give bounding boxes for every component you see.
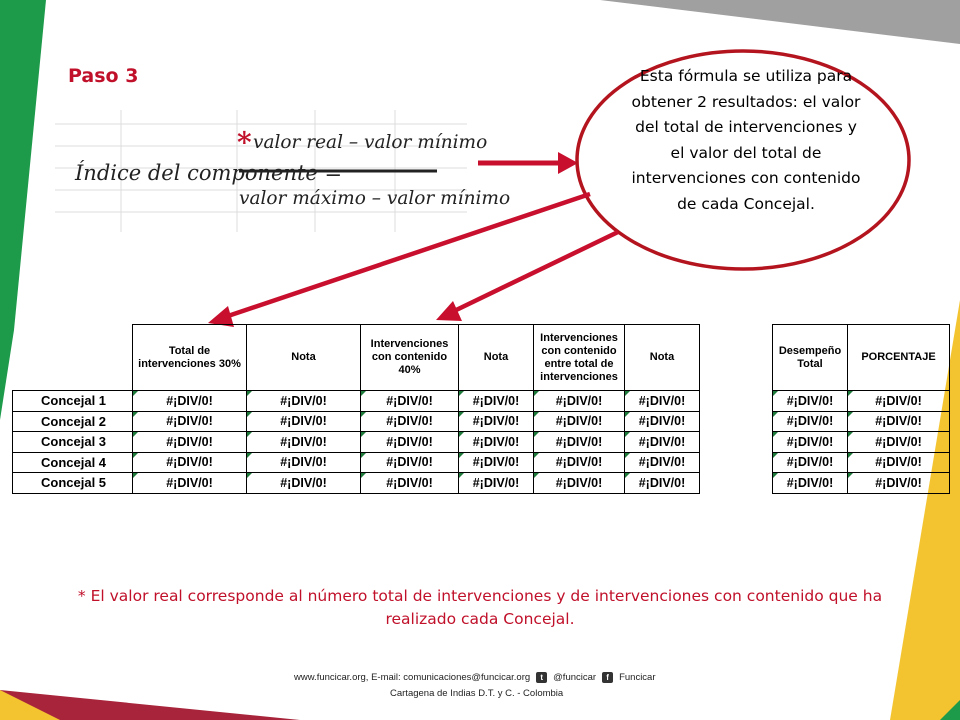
table-cell: #¡DIV/0! bbox=[773, 411, 848, 432]
table-cell: #¡DIV/0! bbox=[625, 411, 700, 432]
results-table bbox=[12, 324, 950, 494]
table-cell: #¡DIV/0! bbox=[534, 391, 625, 412]
table-cell: #¡DIV/0! bbox=[133, 391, 247, 412]
footer-twitter[interactable]: @funcicar bbox=[553, 672, 597, 683]
column-header: Nota bbox=[459, 325, 534, 391]
gray-top-right-band bbox=[600, 0, 960, 44]
arrow-formula-to-callout-head bbox=[558, 152, 578, 174]
table-cell: #¡DIV/0! bbox=[459, 432, 534, 453]
table-cell: #¡DIV/0! bbox=[773, 452, 848, 473]
table-cell: #¡DIV/0! bbox=[848, 411, 950, 432]
spacer-cell bbox=[700, 391, 773, 412]
table-header-row bbox=[13, 325, 950, 391]
column-header: Desempeño Total bbox=[773, 325, 848, 391]
table-cell: #¡DIV/0! bbox=[848, 391, 950, 412]
row-label: Concejal 1 bbox=[13, 391, 133, 412]
table-cell: #¡DIV/0! bbox=[361, 391, 459, 412]
footer-contact[interactable]: www.funcicar.org, E-mail: comunicaciones@funcicar.org bbox=[294, 672, 531, 683]
column-header: Intervenciones con contenido entre total de intervenciones bbox=[534, 325, 625, 391]
table-row bbox=[13, 411, 950, 432]
footer-facebook[interactable]: Funcicar bbox=[619, 672, 656, 683]
table-cell: #¡DIV/0! bbox=[459, 452, 534, 473]
table-cell: #¡DIV/0! bbox=[534, 432, 625, 453]
row-label: Concejal 4 bbox=[13, 452, 133, 473]
table-cell: #¡DIV/0! bbox=[625, 473, 700, 494]
column-header bbox=[700, 325, 773, 391]
column-header: Nota bbox=[625, 325, 700, 391]
table-cell: #¡DIV/0! bbox=[133, 473, 247, 494]
table-cell: #¡DIV/0! bbox=[133, 432, 247, 453]
table-cell: #¡DIV/0! bbox=[773, 391, 848, 412]
table-cell: #¡DIV/0! bbox=[247, 473, 361, 494]
table-row bbox=[13, 391, 950, 412]
formula-asterisk: * bbox=[237, 126, 252, 159]
table-cell: #¡DIV/0! bbox=[133, 452, 247, 473]
table-cell: #¡DIV/0! bbox=[773, 473, 848, 494]
table-cell: #¡DIV/0! bbox=[848, 452, 950, 473]
table-cell: #¡DIV/0! bbox=[459, 391, 534, 412]
table-cell: #¡DIV/0! bbox=[247, 432, 361, 453]
corner-cell bbox=[13, 325, 133, 391]
row-label: Concejal 5 bbox=[13, 473, 133, 494]
column-header: Nota bbox=[247, 325, 361, 391]
row-label: Concejal 3 bbox=[13, 432, 133, 453]
table-cell: #¡DIV/0! bbox=[361, 473, 459, 494]
formula-lhs: Índice del componente = bbox=[75, 161, 343, 185]
table-cell: #¡DIV/0! bbox=[534, 473, 625, 494]
table-cell: #¡DIV/0! bbox=[625, 452, 700, 473]
column-header: PORCENTAJE bbox=[848, 325, 950, 391]
spacer-cell bbox=[700, 411, 773, 432]
table-row bbox=[13, 432, 950, 453]
arrow-to-intervenciones-contenido bbox=[450, 232, 618, 313]
footer bbox=[294, 672, 714, 699]
spacer-cell bbox=[700, 452, 773, 473]
table-cell: #¡DIV/0! bbox=[625, 391, 700, 412]
callout-text: Esta fórmula se utiliza para obtener 2 resultados: el valor del total de intervenciones y el valor del total de intervenciones con contenido de cada Concejal. bbox=[631, 67, 861, 213]
table-cell: #¡DIV/0! bbox=[625, 432, 700, 453]
table-cell: #¡DIV/0! bbox=[848, 432, 950, 453]
table-row bbox=[13, 473, 950, 494]
twitter-icon: t bbox=[536, 672, 547, 683]
table-cell: #¡DIV/0! bbox=[848, 473, 950, 494]
table-cell: #¡DIV/0! bbox=[247, 452, 361, 473]
table-cell: #¡DIV/0! bbox=[534, 452, 625, 473]
footer-location: Cartagena de Indias D.T. y C. - Colombia bbox=[390, 688, 564, 699]
facebook-icon: f bbox=[602, 672, 613, 683]
table-row bbox=[13, 452, 950, 473]
table-cell: #¡DIV/0! bbox=[133, 411, 247, 432]
table-cell: #¡DIV/0! bbox=[247, 391, 361, 412]
table-cell: #¡DIV/0! bbox=[361, 411, 459, 432]
step-title: Paso 3 bbox=[68, 65, 139, 87]
table-cell: #¡DIV/0! bbox=[459, 473, 534, 494]
table-cell: #¡DIV/0! bbox=[247, 411, 361, 432]
formula-numerator: valor real – valor mínimo bbox=[253, 132, 488, 153]
formula-denominator: valor máximo – valor mínimo bbox=[239, 188, 511, 209]
row-label: Concejal 2 bbox=[13, 411, 133, 432]
table-cell: #¡DIV/0! bbox=[773, 432, 848, 453]
spacer-cell bbox=[700, 432, 773, 453]
table-cell: #¡DIV/0! bbox=[459, 411, 534, 432]
column-header: Intervenciones con contenido 40% bbox=[361, 325, 459, 391]
column-header: Total de intervenciones 30% bbox=[133, 325, 247, 391]
table-cell: #¡DIV/0! bbox=[361, 452, 459, 473]
table-cell: #¡DIV/0! bbox=[534, 411, 625, 432]
table-cell: #¡DIV/0! bbox=[361, 432, 459, 453]
formula-image bbox=[55, 110, 511, 232]
spacer-cell bbox=[700, 473, 773, 494]
footnote: * El valor real corresponde al número total de intervenciones y de intervenciones con contenido que ha realizado cada Concejal. bbox=[77, 587, 883, 628]
